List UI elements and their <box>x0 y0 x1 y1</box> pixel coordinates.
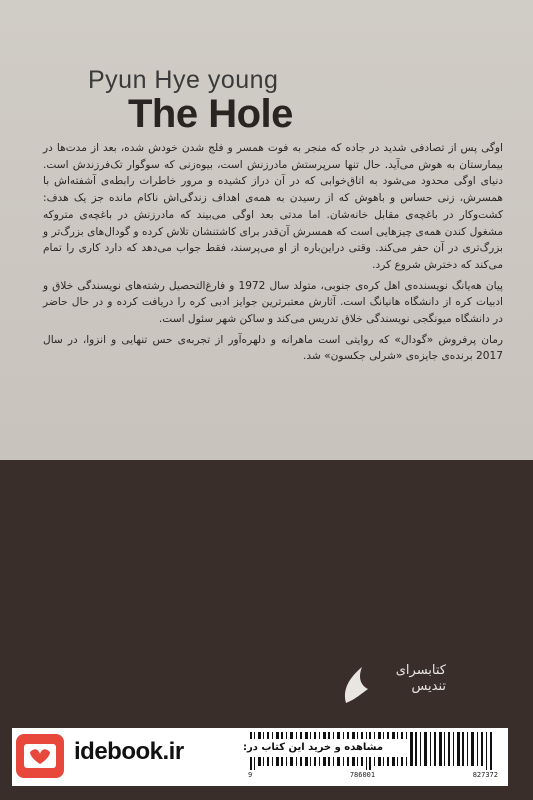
barcode-digit-group: 827372 <box>472 771 498 779</box>
idebook-brand: idebook.ir <box>74 738 184 765</box>
idebook-logo-icon <box>16 734 64 778</box>
publisher-name-line2: تندیس <box>411 679 446 694</box>
barcode-digit-group: 9 <box>248 771 253 779</box>
idebook-watermark[interactable] <box>12 728 240 786</box>
barcode-digits <box>248 771 498 779</box>
author-name: Pyun Hye young <box>88 66 279 94</box>
buy-book-text: مشاهده و خرید این کتاب در: <box>218 739 408 757</box>
blurb-paragraph-synopsis: اوگی پس از تصادفی شدید در جاده که منجر به فوت همسر و فلج شدن خودش شده، بعد از مدت‌ها در بیمارستان به هوش می‌آید. حال تنها سرپرستش مادرزنش است، بیوه‌زنی که سوگوار تک‌فرزندش است. دنیای اوگی محدود می‌شود به اتاق‌خوابی که در آن دراز کشیده و مرور خاطرات رابطه‌ی آشفته‌اش با همسرش، زنی حساس و باهوش که از رسیدن به همه‌ی اهداف زندگی‌اش ناکام مانده جز یک هدف: کشت‌وکار در باغچه‌ی مقابل خانه‌شان. اما مدتی بعد اوگی می‌بیند که مادرزنش در باغچه‌ی متروکه مشغول کندن همه‌ی چیزهایی است که همسرش آن‌قدر برای کاشتنشان تلاش کرده و گودال‌های بزرگ‌تر و بزرگ‌تری در آن حفر می‌کند. وقتی دراین‌باره از او می‌پرسند، فقط جواب می‌دهد که دارد کاری را تمام می‌کند که دخترش شروع کرد. <box>43 142 503 271</box>
publisher-bird-icon <box>336 659 376 709</box>
book-title: The Hole <box>128 92 293 136</box>
publisher-name-line1: کتابسرای <box>395 663 446 678</box>
back-cover-blurb <box>43 140 503 369</box>
blurb-paragraph-award: رمان پرفروش «گودال» که روایتی است ماهرانه و دلهره‌آور از تجربه‌ی حس تنهایی و انزوا، در سال 2017 برنده‌ی جایزه‌ی «شرلی جکسون» شد. <box>43 333 503 363</box>
publisher-name <box>396 663 446 695</box>
blurb-paragraph-author: پیان هه‌یانگ نویسنده‌ی اهل کره‌ی جنوبی، متولد سال 1972 و فارغ‌التحصیل رشته‌های نویسندگی خلاق و ادبیات کره از دانشگاه هانیانگ است. آثارش معتبرترین جوایز ادبی کره را دریافت کرده و در حال حاضر در دانشگاه میونگجی نویسندگی خلاق تدریس می‌کند و ساکن شهر سئول است. <box>43 279 503 326</box>
barcode-digit-group: 786001 <box>349 771 376 779</box>
isbn-barcode <box>240 728 508 786</box>
publisher-logo <box>340 655 460 715</box>
